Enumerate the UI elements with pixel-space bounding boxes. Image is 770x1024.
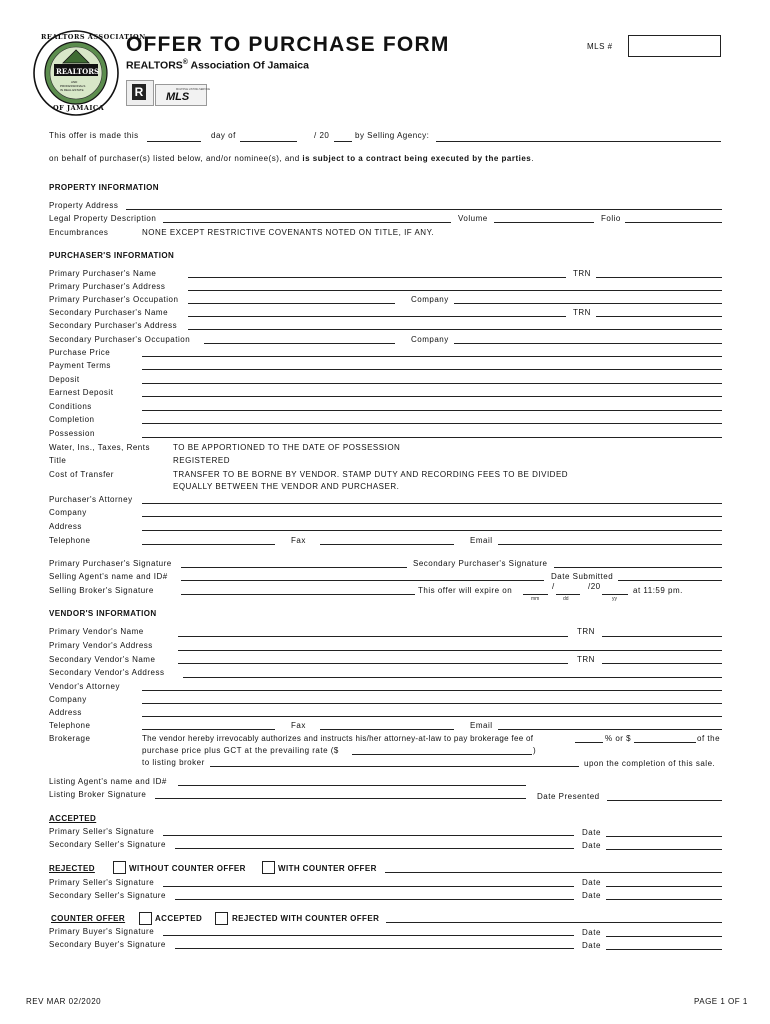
primary-purchaser-company-field[interactable] (454, 303, 722, 304)
counter-accepted-checkbox[interactable] (139, 912, 152, 925)
vendor-telephone-label: Telephone (49, 721, 91, 730)
rejected-secondary-date-field[interactable] (606, 899, 722, 900)
counter-rejected-field[interactable] (386, 922, 722, 923)
payment-terms-label: Payment Terms (49, 361, 111, 370)
counter-primary-date-label: Date (582, 928, 601, 937)
completion-label: Completion (49, 415, 95, 424)
intro-behalf (49, 154, 534, 163)
secondary-purchaser-address-label: Secondary Purchaser's Address (49, 321, 178, 330)
secondary-purchaser-name-label: Secondary Purchaser's Name (49, 308, 169, 317)
water-taxes-label: Water, Ins., Taxes, Rents (49, 443, 150, 452)
counter-secondary-date-label: Date (582, 941, 601, 950)
secondary-vendor-address-field[interactable] (183, 677, 722, 678)
realtors-seal-logo (33, 30, 146, 116)
volume-label: Volume (458, 214, 488, 223)
property-address-field[interactable] (126, 209, 722, 210)
intro-behalf-b: is subject to a contract being executed by the parties (302, 154, 532, 163)
purchaser-att-address-field[interactable] (142, 530, 722, 531)
primary-purchaser-occupation-field[interactable] (188, 303, 395, 304)
expire-day-field[interactable] (556, 594, 580, 595)
expire-time: at 11:59 pm. (633, 586, 683, 595)
secondary-vendor-address-label: Secondary Vendor's Address (49, 668, 165, 677)
rejected-secondary-field[interactable] (175, 899, 574, 900)
vendor-attorney-label: Vendor's Attorney (49, 682, 120, 691)
water-taxes-value: TO BE APPORTIONED TO THE DATE OF POSSESSION (173, 443, 401, 452)
accepted-primary-label: Primary Seller's Signature (49, 827, 155, 836)
selling-broker-signature-label: Selling Broker's Signature (49, 586, 154, 595)
counter-secondary-label: Secondary Buyer's Signature (49, 940, 166, 949)
vendor-address-label: Address (49, 708, 82, 717)
purchaser-attorney-field[interactable] (142, 503, 722, 504)
secondary-purchaser-signature-label: Secondary Purchaser's Signature (413, 559, 548, 568)
primary-purchaser-name-label: Primary Purchaser's Name (49, 269, 157, 278)
counter-secondary-date-field[interactable] (606, 949, 722, 950)
seal-sub3-text: IN REAL ESTATE (60, 88, 84, 92)
primary-vendor-trn-label: TRN (577, 627, 595, 636)
purchaser-att-company-label: Company (49, 508, 87, 517)
purchaser-heading: PURCHASER'S INFORMATION (49, 251, 175, 260)
seal-top-text: REALTORS ASSOCIATION (41, 33, 146, 41)
brokerage-upon: upon the completion of this sale. (584, 759, 716, 768)
rejected-primary-field[interactable] (163, 886, 574, 887)
primary-purchaser-company-label: Company (411, 295, 449, 304)
property-heading: PROPERTY INFORMATION (49, 183, 159, 192)
deposit-field[interactable] (142, 383, 722, 384)
primary-vendor-name-field[interactable] (178, 636, 568, 637)
counter-rejected-label: REJECTED WITH COUNTER OFFER (232, 914, 380, 923)
cost-of-transfer-value-1: TRANSFER TO BE BORNE BY VENDOR. STAMP DUTY AND RECORDING FEES TO BE DIVIDED (173, 470, 569, 479)
selling-agent-field[interactable] (181, 580, 544, 581)
without-counter-offer-label: WITHOUT COUNTER OFFER (129, 864, 246, 873)
accepted-primary-date-label: Date (582, 828, 601, 837)
primary-purchaser-address-label: Primary Purchaser's Address (49, 282, 166, 291)
brokerage-amount-field[interactable] (634, 742, 696, 743)
date-submitted-field[interactable] (618, 580, 722, 581)
counter-primary-field[interactable] (163, 935, 574, 936)
intro-offer-made: This offer is made this (49, 131, 139, 140)
possession-field[interactable] (142, 437, 722, 438)
title-label: Title (49, 456, 67, 465)
selling-agent-label: Selling Agent's name and ID# (49, 572, 168, 581)
rejected-primary-label: Primary Seller's Signature (49, 878, 155, 887)
counter-rejected-checkbox[interactable] (215, 912, 228, 925)
intro-slash-20: / 20 (314, 131, 330, 140)
form-title: OFFER TO PURCHASE FORM (126, 33, 450, 56)
counter-primary-date-field[interactable] (606, 936, 722, 937)
purchaser-telephone-field[interactable] (142, 544, 275, 545)
accepted-primary-field[interactable] (163, 835, 574, 836)
counter-accepted-label: ACCEPTED (155, 914, 203, 923)
primary-vendor-trn-field[interactable] (602, 636, 722, 637)
primary-purchaser-address-field[interactable] (188, 290, 722, 291)
purchaser-telephone-label: Telephone (49, 536, 91, 545)
purchaser-fax-field[interactable] (320, 544, 454, 545)
accepted-secondary-date-field[interactable] (606, 849, 722, 850)
seal-sub1-text: AND (71, 80, 78, 84)
with-counter-offer-checkbox[interactable] (262, 861, 275, 874)
intro-behalf-c: . (531, 154, 534, 163)
vendor-address-field[interactable] (142, 716, 722, 717)
conditions-field[interactable] (142, 410, 722, 411)
offer-expire-label: This offer will expire on (418, 586, 513, 595)
rejected-secondary-label: Secondary Seller's Signature (49, 891, 166, 900)
secondary-vendor-trn-field[interactable] (602, 663, 722, 664)
brokerage-text-2: purchase price plus GCT at the prevailing rate ($ (142, 746, 339, 755)
expire-slash-20: /20 (588, 582, 601, 591)
primary-vendor-address-label: Primary Vendor's Address (49, 641, 153, 650)
cost-of-transfer-value-2: EQUALLY BETWEEN THE VENDOR AND PURCHASER. (173, 482, 400, 491)
secondary-vendor-trn-label: TRN (577, 655, 595, 664)
completion-field[interactable] (142, 423, 722, 424)
vendor-email-label: Email (470, 721, 493, 730)
without-counter-offer-checkbox[interactable] (113, 861, 126, 874)
primary-purchaser-occupation-label: Primary Purchaser's Occupation (49, 295, 179, 304)
possession-label: Possession (49, 429, 95, 438)
accepted-secondary-date-label: Date (582, 841, 601, 850)
intro-selling-agency: by Selling Agency: (355, 131, 430, 140)
accepted-heading: ACCEPTED (49, 814, 97, 823)
encumbrances-value: NONE EXCEPT RESTRICTIVE COVENANTS NOTED ON TITLE, IF ANY. (142, 228, 435, 237)
brokerage-percent-field[interactable] (575, 742, 603, 743)
purchaser-attorney-label: Purchaser's Attorney (49, 495, 133, 504)
secondary-purchaser-trn-label: TRN (573, 308, 591, 317)
folio-label: Folio (601, 214, 621, 223)
purchase-price-label: Purchase Price (49, 348, 111, 357)
listing-broker-field[interactable] (210, 766, 579, 767)
primary-purchaser-trn-label: TRN (573, 269, 591, 278)
expire-mm: mm (531, 596, 540, 602)
rejected-primary-date-field[interactable] (606, 886, 722, 887)
counter-offer-heading: COUNTER OFFER (51, 914, 126, 923)
seal-mid-text: REALTORS (56, 67, 100, 76)
mls-logo-small-text: MULTIPLE LISTING SERVICE (176, 88, 211, 91)
secondary-purchaser-company-field[interactable] (454, 343, 722, 344)
expire-dd: dd (563, 596, 569, 602)
vendor-attorney-field[interactable] (142, 690, 722, 691)
vendor-company-field[interactable] (142, 703, 722, 704)
mls-logo (155, 84, 211, 106)
mls-number-label: MLS # (587, 42, 613, 51)
primary-purchaser-signature-field[interactable] (181, 567, 407, 568)
selling-broker-signature-field[interactable] (181, 594, 415, 595)
earnest-deposit-label: Earnest Deposit (49, 388, 114, 397)
brokerage-text-3: to listing broker (142, 758, 205, 767)
legal-description-label: Legal Property Description (49, 214, 157, 223)
brokerage-label: Brokerage (49, 734, 91, 743)
title-value: REGISTERED (173, 456, 231, 465)
secondary-purchaser-occupation-label: Secondary Purchaser's Occupation (49, 335, 191, 344)
purchase-price-field[interactable] (142, 356, 722, 357)
purchaser-fax-label: Fax (291, 536, 306, 545)
brokerage-of-the: of the (697, 734, 721, 743)
primary-vendor-address-field[interactable] (178, 650, 722, 651)
intro-selling-agency-field[interactable] (436, 141, 721, 142)
vendor-heading: VENDOR'S INFORMATION (49, 609, 157, 618)
vendor-fax-label: Fax (291, 721, 306, 730)
date-submitted-label: Date Submitted (551, 572, 614, 581)
secondary-purchaser-address-field[interactable] (188, 329, 722, 330)
brokerage-gct-field[interactable] (352, 754, 532, 755)
vendor-email-field[interactable] (498, 729, 722, 730)
secondary-purchaser-signature-field[interactable] (554, 567, 722, 568)
with-counter-offer-label: WITH COUNTER OFFER (278, 864, 377, 873)
intro-day-of: day of (211, 131, 236, 140)
legal-description-field[interactable] (163, 222, 451, 223)
accepted-secondary-label: Secondary Seller's Signature (49, 840, 166, 849)
association-realtors: REALTORS (126, 59, 183, 72)
page-number: PAGE 1 OF 1 (694, 997, 748, 1006)
intro-month-field[interactable] (240, 141, 297, 142)
vendor-company-label: Company (49, 695, 87, 704)
expire-year-field[interactable] (602, 594, 628, 595)
purchaser-email-label: Email (470, 536, 493, 545)
secondary-purchaser-occupation-field[interactable] (204, 343, 395, 344)
realtor-r-logo: R (126, 80, 154, 106)
counter-primary-label: Primary Buyer's Signature (49, 927, 155, 936)
brokerage-close-paren: ) (533, 746, 537, 755)
listing-agent-field[interactable] (178, 785, 526, 786)
primary-purchaser-trn-field[interactable] (596, 277, 722, 278)
conditions-label: Conditions (49, 402, 92, 411)
association-rest: Association Of Jamaica (187, 59, 309, 72)
listing-broker-signature-field[interactable] (155, 798, 526, 799)
vendor-fax-field[interactable] (320, 729, 454, 730)
purchaser-email-field[interactable] (498, 544, 722, 545)
accepted-secondary-field[interactable] (175, 848, 574, 849)
purchaser-att-address-label: Address (49, 522, 82, 531)
listing-agent-label: Listing Agent's name and ID# (49, 777, 167, 786)
rejected-primary-date-label: Date (582, 878, 601, 887)
brokerage-pct-or: % or $ (605, 734, 632, 743)
secondary-purchaser-name-field[interactable] (188, 316, 566, 317)
property-address-label: Property Address (49, 201, 119, 210)
expire-month-field[interactable] (523, 594, 548, 595)
primary-purchaser-signature-label: Primary Purchaser's Signature (49, 559, 172, 568)
revision-label: REV MAR 02/2020 (26, 997, 102, 1006)
volume-field[interactable] (494, 222, 594, 223)
date-presented-field[interactable] (607, 800, 722, 801)
rejected-heading: REJECTED (49, 864, 95, 873)
deposit-label: Deposit (49, 375, 80, 384)
association-name (126, 59, 309, 72)
payment-terms-field[interactable] (142, 369, 722, 370)
encumbrances-label: Encumbrances (49, 228, 109, 237)
intro-year-field[interactable] (334, 141, 352, 142)
expire-yy: yy (612, 596, 617, 602)
counter-secondary-field[interactable] (175, 948, 574, 949)
accepted-primary-date-field[interactable] (606, 836, 722, 837)
mls-logo-text: MLS (166, 91, 190, 103)
earnest-deposit-field[interactable] (142, 396, 722, 397)
rejected-secondary-date-label: Date (582, 891, 601, 900)
secondary-vendor-name-label: Secondary Vendor's Name (49, 655, 156, 664)
listing-broker-signature-label: Listing Broker Signature (49, 790, 147, 799)
expire-slash: / (552, 582, 555, 591)
purchaser-att-company-field[interactable] (142, 516, 722, 517)
primary-purchaser-name-field[interactable] (188, 277, 566, 278)
brokerage-text-1: The vendor hereby irrevocably authorizes and instructs his/her attorney-at-law to pay brokerage fee of (142, 734, 534, 743)
registered-mark: ® (182, 59, 188, 66)
secondary-vendor-name-field[interactable] (178, 663, 568, 664)
mls-number-input[interactable] (628, 35, 721, 57)
cost-of-transfer-label: Cost of Transfer (49, 470, 114, 479)
vendor-telephone-field[interactable] (142, 729, 275, 730)
counter-offer-field[interactable] (385, 872, 722, 873)
secondary-purchaser-trn-field[interactable] (596, 316, 722, 317)
intro-day-field[interactable] (147, 141, 201, 142)
secondary-purchaser-company-label: Company (411, 335, 449, 344)
seal-sub2-text: PROFESSIONALS (60, 84, 86, 88)
primary-vendor-name-label: Primary Vendor's Name (49, 627, 144, 636)
seal-bottom-text: OF JAMAICA (53, 104, 105, 112)
folio-field[interactable] (625, 222, 722, 223)
date-presented-label: Date Presented (537, 792, 600, 801)
intro-behalf-a: on behalf of purchaser(s) listed below, and/or nominee(s), and (49, 154, 303, 163)
